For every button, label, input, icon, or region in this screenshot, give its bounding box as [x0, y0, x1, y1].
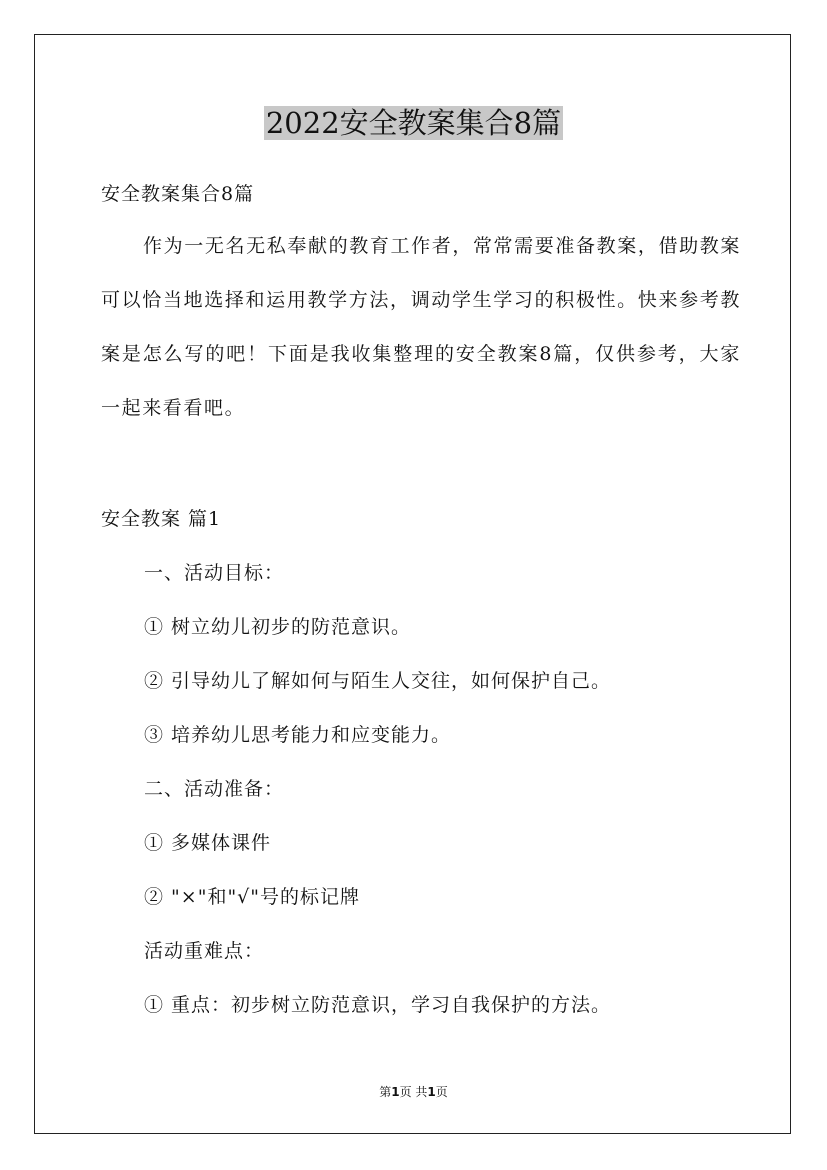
document-title [0, 104, 827, 142]
document-title-text: 2022安全教案集合8篇 [265, 106, 562, 140]
list-item: ① 多媒体课件 [144, 832, 272, 854]
footer-prefix: 第 [379, 1085, 392, 1099]
footer-middle: 页 共 [399, 1085, 428, 1099]
list-item: 二、活动准备： [144, 778, 285, 800]
footer-total-pages: 1 [427, 1085, 436, 1099]
document-subtitle: 安全教案集合8篇 [101, 183, 255, 205]
list-item: ① 重点：初步树立防范意识，学习自我保护的方法。 [144, 994, 612, 1016]
list-item: ③ 培养幼儿思考能力和应变能力。 [144, 724, 452, 746]
page-footer [0, 1083, 827, 1101]
footer-suffix: 页 [435, 1085, 448, 1099]
list-item: ② 引导幼儿了解如何与陌生人交往，如何保护自己。 [144, 670, 612, 692]
list-item: 一、活动目标： [144, 562, 285, 584]
intro-paragraph: 作为一无名无私奉献的教育工作者，常常需要准备教案，借助教案可以恰当地选择和运用教学方法，调动学生学习的积极性。快来参考教案是怎么写的吧！下面是我收集整理的安全教案8篇，仅供参考，大家一起来看看吧。 [101, 235, 741, 419]
footer-page-number: 1 [391, 1085, 400, 1099]
section-heading: 安全教案 篇1 [101, 508, 222, 530]
list-item: ① 树立幼儿初步的防范意识。 [144, 616, 412, 638]
list-item: 活动重难点： [144, 940, 265, 962]
list-item: ② "×"和"√"号的标记牌 [144, 886, 361, 908]
